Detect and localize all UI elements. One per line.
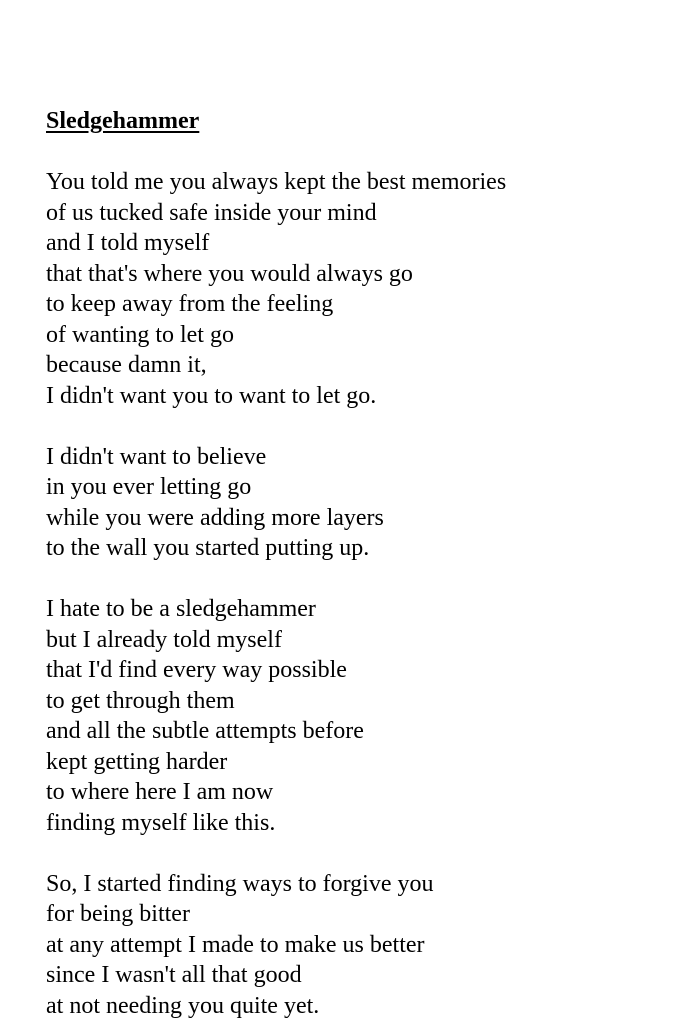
poem-line: to get through them bbox=[46, 687, 235, 714]
poem-line: to keep away from the feeling bbox=[46, 291, 334, 317]
poem-line: of wanting to let go bbox=[46, 321, 234, 348]
poem-line: since I wasn't all that good bbox=[46, 962, 302, 988]
stanza-1 bbox=[46, 167, 666, 411]
poem-title: Sledgehammer bbox=[46, 108, 200, 134]
poem bbox=[46, 106, 666, 1021]
poem-line: while you were adding more layers bbox=[46, 504, 384, 531]
stanza-2 bbox=[46, 442, 666, 564]
stanza-4 bbox=[46, 869, 666, 1022]
poem-line: at any attempt I made to make us better bbox=[46, 931, 425, 958]
poem-line: So, I started finding ways to forgive you bbox=[46, 870, 434, 897]
poem-line: You told me you always kept the best memories bbox=[46, 169, 507, 195]
poem-line: I hate to be a sledgehammer bbox=[46, 596, 316, 622]
poem-line: of us tucked safe inside your mind bbox=[46, 199, 377, 226]
poem-line: kept getting harder bbox=[46, 748, 228, 775]
poem-line: to where here I am now bbox=[46, 779, 274, 805]
stanza-3 bbox=[46, 594, 666, 838]
poem-line: because damn it, bbox=[46, 352, 207, 378]
poem-line: for being bitter bbox=[46, 901, 190, 927]
poem-line: at not needing you quite yet. bbox=[46, 992, 320, 1019]
poem-line: that that's where you would always go bbox=[46, 260, 413, 287]
poem-line: finding myself like this. bbox=[46, 809, 276, 836]
poem-line: to the wall you started putting up. bbox=[46, 535, 370, 561]
poem-line: in you ever letting go bbox=[46, 474, 252, 500]
poem-line: I didn't want to believe bbox=[46, 443, 267, 470]
poem-line: that I'd find every way possible bbox=[46, 657, 347, 683]
poem-line: but I already told myself bbox=[46, 626, 282, 653]
poem-line: and all the subtle attempts before bbox=[46, 718, 364, 744]
poem-line: I didn't want you to want to let go. bbox=[46, 382, 377, 409]
poem-line: and I told myself bbox=[46, 230, 210, 256]
